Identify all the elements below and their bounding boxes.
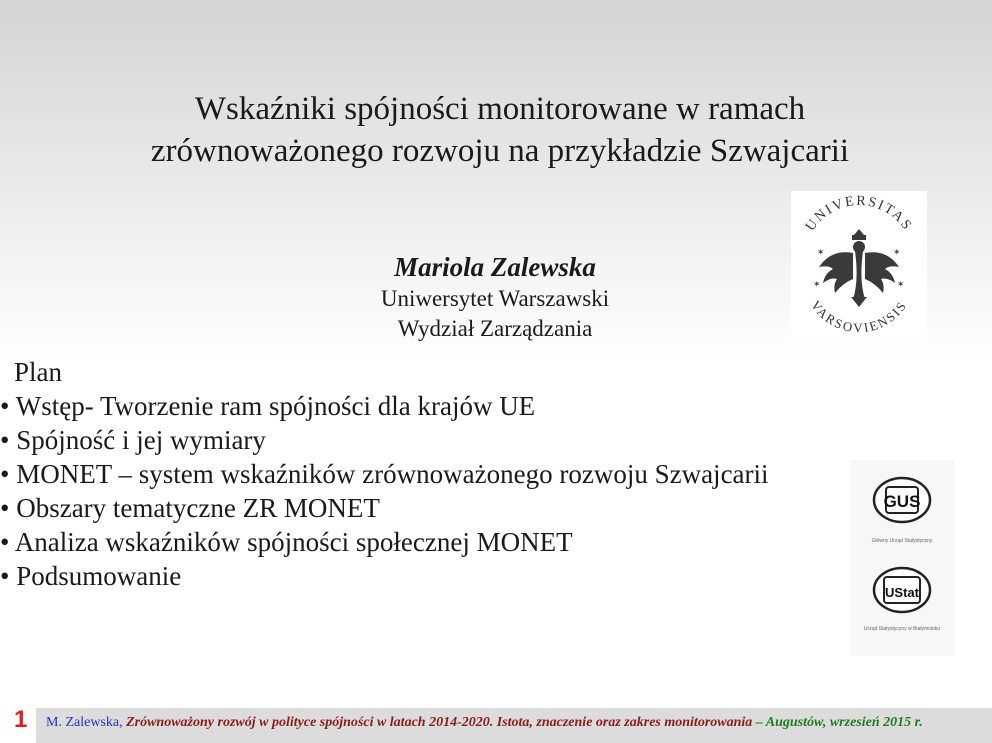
eagle-seal-icon <box>791 191 927 341</box>
author-name: Mariola Zalewska <box>394 252 596 282</box>
gus-logo-mark: GUS <box>883 492 921 511</box>
plan-item: • MONET – system wskaźników zrównoważonego rozwoju Szwajcarii <box>0 457 860 491</box>
plan-item: • Obszary tematyczne ZR MONET <box>0 491 860 525</box>
author-block <box>300 250 690 344</box>
author-faculty: Wydział Zarządzania <box>397 316 593 341</box>
author-university: Uniwersytet Warszawski <box>380 286 610 311</box>
ustat-logo-mark: UStat <box>885 585 919 600</box>
footer-bar <box>36 708 992 743</box>
slide-number: 1 <box>14 706 28 733</box>
footer-text: Zrównoważony rozwój w polityce spójności w latach 2014-2020. Istota, znaczenie oraz zakres monitorowania <box>126 715 753 730</box>
footer-location: – Augustów, wrzesień 2015 r. <box>755 715 923 730</box>
plan-item: • Podsumowanie <box>0 559 860 593</box>
slide-title <box>60 88 940 172</box>
svg-text:✶: ✶ <box>893 248 901 258</box>
plan-list <box>0 389 860 593</box>
svg-text:✶: ✶ <box>897 280 905 290</box>
gus-caption: Główny Urząd Statystyczny <box>871 538 933 544</box>
svg-text:✶: ✶ <box>813 280 821 290</box>
ustat-caption: Urząd Statystyczny w Białymstoku <box>863 626 941 632</box>
plan-heading: Plan <box>14 357 63 387</box>
seal-text-bottom: VARSOVIENSIS <box>808 297 910 336</box>
svg-text:✶: ✶ <box>817 248 825 258</box>
plan-item: • Wstęp- Tworzenie ram spójności dla krajów UE <box>0 389 860 423</box>
ustat-logo-icon <box>872 566 932 614</box>
statistics-logos <box>850 460 954 656</box>
plan-item: • Analiza wskaźników spójności społecznej MONET <box>0 525 860 559</box>
gus-logo-icon <box>872 476 932 524</box>
footer-author: M. Zalewska, <box>46 715 123 730</box>
slide-title-line-2: zrównoważonego rozwoju na przykładzie Szwajcarii <box>150 133 850 169</box>
plan-item: • Spójność i jej wymiary <box>0 423 860 457</box>
slide-title-line-1: Wskaźniki spójności monitorowane w ramach <box>194 91 806 127</box>
svg-text:UNIVERSITAS <box>803 194 915 234</box>
seal-text-top: UNIVERSITAS <box>803 193 915 235</box>
plan-section <box>0 355 860 593</box>
university-logo <box>791 191 927 341</box>
